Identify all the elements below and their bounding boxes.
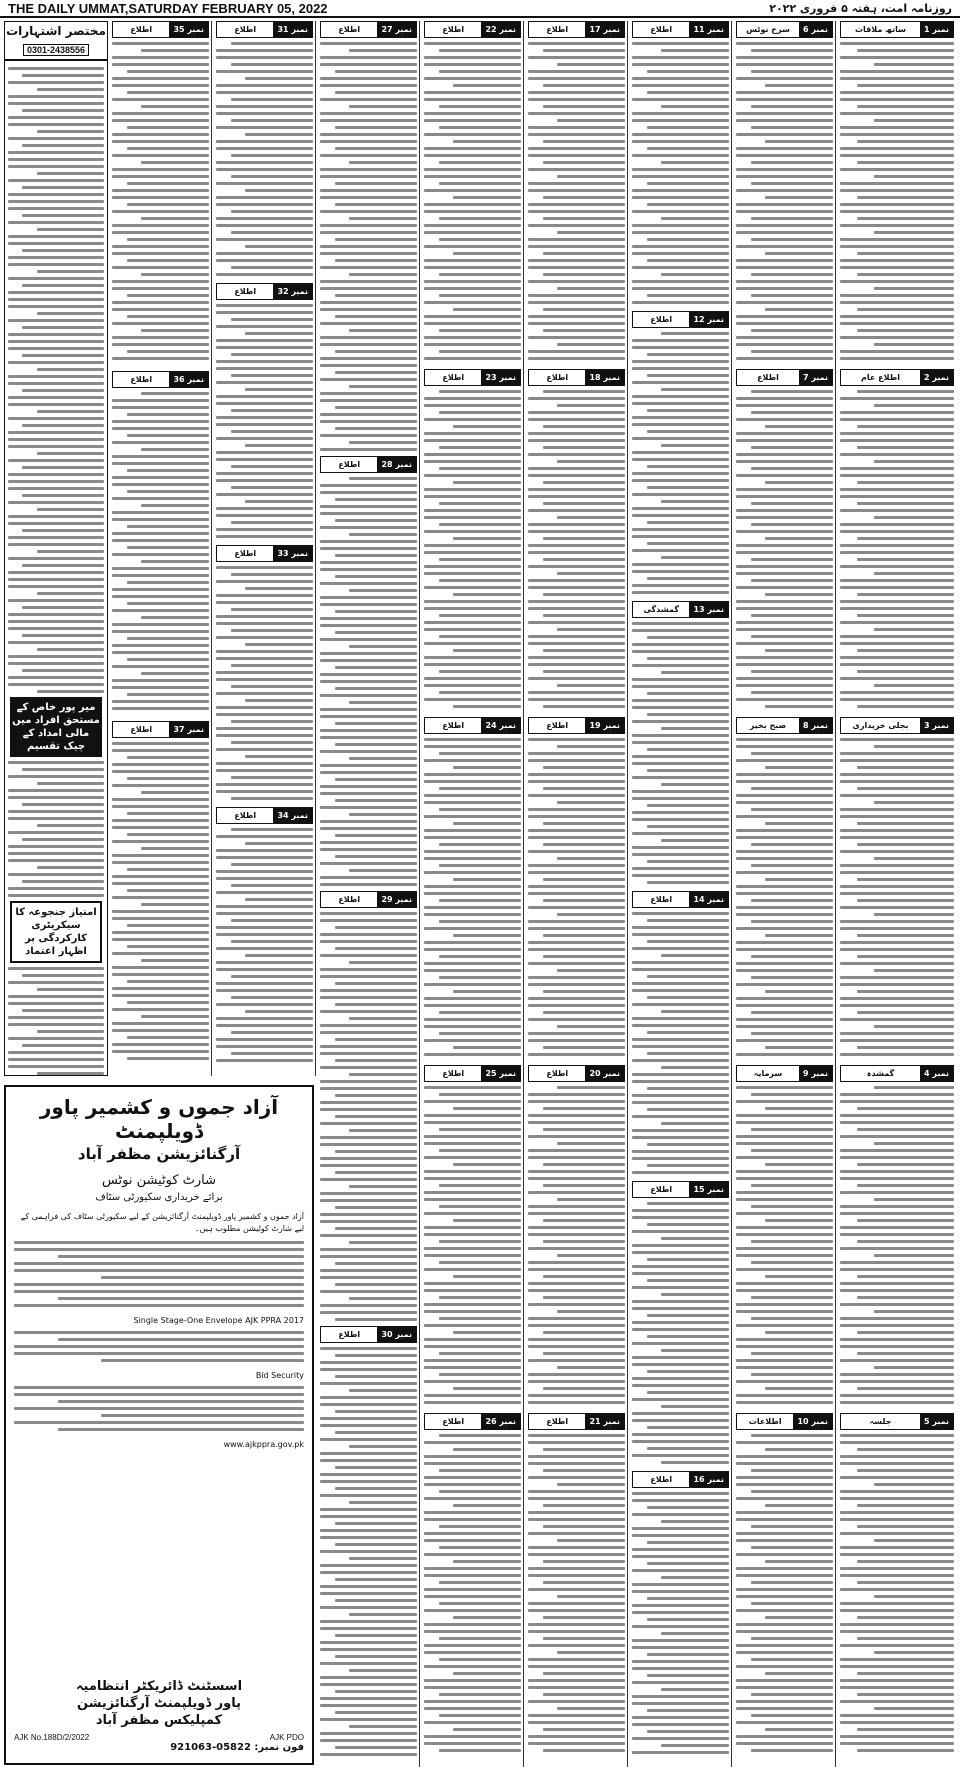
notice-body-text — [632, 42, 729, 304]
notice-number: نمبر 1 — [920, 22, 953, 37]
notice-item — [736, 717, 833, 1062]
notice-header — [216, 807, 313, 824]
notice-title: اطلاع — [650, 1185, 673, 1194]
notice-header — [528, 1065, 625, 1082]
notice-number: نمبر 10 — [793, 1414, 832, 1429]
notice-body-text — [216, 304, 313, 538]
notice-title: اطلاع — [338, 460, 361, 469]
tender-subject: برائے خریداری سکیورٹی سٹاف — [95, 1192, 223, 1203]
notice-header — [424, 1065, 521, 1082]
notice-title: اطلاع — [650, 25, 673, 34]
classifieds-body — [5, 61, 107, 1076]
tender-body-text-3 — [14, 1386, 304, 1431]
notice-header — [840, 717, 954, 734]
notice-item — [424, 717, 521, 1062]
notice-number: نمبر 22 — [481, 22, 520, 37]
notice-body-text — [424, 42, 521, 360]
notice-body-text — [112, 392, 209, 710]
notice-title: اطلاع — [546, 1417, 569, 1426]
notice-header — [736, 21, 833, 38]
masthead — [0, 0, 960, 18]
tender-para-2: Single Stage-One Envelope AJK PPRA 2017 — [133, 1316, 304, 1325]
notice-header — [424, 369, 521, 386]
notice-body-text — [320, 1347, 417, 1756]
notice-title: اطلاع — [442, 1069, 465, 1078]
notice-number: نمبر 16 — [689, 1472, 728, 1487]
notice-header — [840, 21, 954, 38]
notice-item — [424, 1413, 521, 1758]
notice-title: اطلاع — [130, 25, 153, 34]
notice-title: اطلاع — [650, 315, 673, 324]
notice-item — [632, 601, 729, 888]
notice-header — [632, 311, 729, 328]
tender-para-4: www.ajkppra.gov.pk — [223, 1440, 304, 1449]
classifieds-box — [4, 21, 108, 1076]
notice-header — [112, 721, 209, 738]
notice-number: نمبر 9 — [799, 1066, 832, 1081]
notice-body-text — [632, 912, 729, 1174]
notice-header — [216, 545, 313, 562]
notice-number: نمبر 28 — [377, 457, 416, 472]
notice-body-text — [840, 1434, 954, 1752]
notice-body-text — [632, 622, 729, 884]
tender-body-text-2 — [14, 1331, 304, 1362]
notice-header — [736, 717, 833, 734]
notice-column-6 — [630, 21, 732, 1767]
notice-item — [840, 369, 954, 714]
notice-column-5 — [526, 21, 628, 1767]
classifieds-banner-2: امتیاز جنجوعہ کا سیکریٹری کارکردگی پر اظہار اعتماد — [10, 901, 102, 963]
notice-header — [320, 891, 417, 908]
notice-number: نمبر 15 — [689, 1182, 728, 1197]
notice-number: نمبر 27 — [377, 22, 416, 37]
notice-body-text — [632, 1492, 729, 1754]
notice-body-text — [320, 912, 417, 1321]
tender-org: آرگنائزیشن مظفر آباد — [77, 1145, 241, 1163]
notice-title: اطلاع — [130, 375, 153, 384]
notice-item — [528, 717, 625, 1062]
notice-title: اطلاع — [546, 373, 569, 382]
masthead-english: THE DAILY UMMAT,SATURDAY FEBRUARY 05, 2022 — [8, 0, 328, 16]
notice-body-text — [320, 477, 417, 886]
notice-header — [320, 456, 417, 473]
notice-header — [632, 21, 729, 38]
notice-number: نمبر 20 — [585, 1066, 624, 1081]
notice-column-7 — [734, 21, 836, 1767]
notice-body-text — [528, 738, 625, 1056]
notice-column-1 — [110, 21, 212, 1076]
notice-title: اطلاع — [442, 1417, 465, 1426]
notice-body-text — [216, 566, 313, 800]
notice-title: اطلاع — [338, 895, 361, 904]
classifieds-header — [5, 22, 107, 61]
notice-header — [424, 21, 521, 38]
notice-header — [632, 1181, 729, 1198]
notice-number: نمبر 11 — [689, 22, 728, 37]
notice-title: اطلاع — [757, 373, 779, 382]
tender-notice-type: شارٹ کوٹیشن نوٹس — [101, 1173, 217, 1188]
notice-number: نمبر 3 — [920, 718, 953, 733]
notice-number: نمبر 14 — [689, 892, 728, 907]
notice-item — [632, 891, 729, 1178]
notice-number: نمبر 19 — [585, 718, 624, 733]
notice-item — [216, 21, 313, 280]
notice-body-text — [632, 332, 729, 594]
tender-title: آزاد جموں و کشمیر پاور ڈویلپمنٹ — [39, 1095, 279, 1143]
notice-column-4 — [422, 21, 524, 1767]
tender-notice — [4, 1085, 314, 1765]
notice-number: نمبر 34 — [273, 808, 312, 823]
notice-title: اطلاع — [650, 895, 673, 904]
notice-number: نمبر 6 — [799, 22, 832, 37]
notice-title: اطلاع — [650, 1475, 673, 1484]
notice-title: اطلاع عام — [861, 373, 900, 382]
notice-body-text — [112, 42, 209, 360]
notice-body-text — [424, 1086, 521, 1404]
notice-title: اطلاع — [234, 287, 257, 296]
notice-body-text — [320, 42, 417, 451]
notice-item — [632, 21, 729, 308]
notice-header — [528, 1413, 625, 1430]
notice-body-text — [736, 390, 833, 708]
tender-para-3: Bid Security — [255, 1371, 304, 1380]
notice-item — [632, 311, 729, 598]
notice-title: اطلاع — [442, 721, 465, 730]
tender-signatory-2: پاور ڈویلپمنٹ آرگنائزیشن — [77, 1696, 241, 1711]
notice-title: اطلاع — [234, 811, 257, 820]
notice-item — [216, 807, 313, 1066]
tender-body-text — [14, 1241, 304, 1307]
notice-item — [216, 283, 313, 542]
notice-title: اطلاع — [546, 1069, 569, 1078]
notice-title: جلسہ — [869, 1417, 892, 1426]
notice-body-text — [840, 1086, 954, 1404]
tender-para-1: آزاد جموں و کشمیر پاور ڈویلپمنٹ آرگنائزیشن کے لیے سکیورٹی سٹاف کی فراہمی کے لیے شارٹ کوٹیشن مطلوب ہیں۔ — [20, 1212, 304, 1233]
notice-header — [736, 1413, 833, 1430]
notice-header — [632, 1471, 729, 1488]
notice-header — [320, 21, 417, 38]
notice-body-text — [216, 828, 313, 1062]
notice-body-text — [840, 738, 954, 1056]
notice-header — [424, 717, 521, 734]
notice-number: نمبر 36 — [169, 372, 208, 387]
notice-number: نمبر 21 — [585, 1414, 624, 1429]
notice-title: بجلی خریداری — [852, 721, 909, 730]
notice-number: نمبر 13 — [689, 602, 728, 617]
notice-item — [424, 21, 521, 366]
notice-number: نمبر 33 — [273, 546, 312, 561]
notice-title: اطلاعات — [748, 1417, 782, 1426]
notice-header — [632, 891, 729, 908]
notice-number: نمبر 5 — [920, 1414, 953, 1429]
classifieds-title: مختصر اشتہارات — [6, 24, 106, 38]
notice-item — [632, 1181, 729, 1468]
notice-title: ساتھ ملاقات — [855, 25, 907, 34]
notice-item — [320, 1326, 417, 1758]
notice-body-text — [736, 42, 833, 360]
notice-item — [320, 456, 417, 888]
notice-header — [528, 369, 625, 386]
notice-header — [216, 21, 313, 38]
notice-item — [424, 1065, 521, 1410]
notice-body-text — [216, 42, 313, 276]
notice-item — [424, 369, 521, 714]
tender-ajk-no: AJK No.188D/2/2022 — [14, 1733, 90, 1742]
notice-header — [528, 21, 625, 38]
notice-item — [840, 717, 954, 1062]
notice-number: نمبر 31 — [273, 22, 312, 37]
classifieds-text-2 — [8, 761, 104, 897]
notice-number: نمبر 4 — [920, 1066, 953, 1081]
notice-item — [528, 1065, 625, 1410]
notice-body-text — [736, 1086, 833, 1404]
notice-body-text — [528, 42, 625, 360]
notice-body-text — [528, 390, 625, 708]
tender-signatory-1: اسسٹنٹ ڈائریکٹر انتظامیہ — [75, 1679, 243, 1694]
notice-title: اطلاع — [234, 549, 257, 558]
notice-header — [840, 1413, 954, 1430]
notice-item — [840, 21, 954, 366]
notice-header — [840, 1065, 954, 1082]
notice-title: اطلاع — [546, 721, 569, 730]
notice-body-text — [736, 738, 833, 1056]
notice-number: نمبر 2 — [920, 370, 953, 385]
notice-item — [216, 545, 313, 804]
notice-body-text — [840, 42, 954, 360]
notice-header — [840, 369, 954, 386]
notice-title: اطلاع — [442, 25, 465, 34]
notice-header — [528, 717, 625, 734]
notice-title: اطلاع — [130, 725, 153, 734]
classifieds-phone: 0301-2438556 — [23, 44, 89, 56]
notice-number: نمبر 17 — [585, 22, 624, 37]
notice-body-text — [424, 1434, 521, 1752]
notice-item — [320, 21, 417, 453]
notice-item — [736, 369, 833, 714]
notice-body-text — [528, 1434, 625, 1752]
notice-header — [736, 369, 833, 386]
notice-body-text — [632, 1202, 729, 1464]
notice-title: اطلاع — [546, 25, 569, 34]
notice-item — [736, 1413, 833, 1758]
notice-item — [632, 1471, 729, 1758]
notice-body-text — [424, 738, 521, 1056]
notice-number: نمبر 35 — [169, 22, 208, 37]
notice-title: اطلاع — [338, 1330, 361, 1339]
notice-item — [320, 891, 417, 1323]
notice-column-8 — [838, 21, 956, 1767]
notice-column-3 — [318, 21, 420, 1767]
notice-item — [840, 1413, 954, 1758]
notice-number: نمبر 30 — [377, 1327, 416, 1342]
notice-title: صبح بخیر — [749, 721, 787, 730]
notice-header — [424, 1413, 521, 1430]
notice-header — [112, 371, 209, 388]
notice-title: گمشدگی — [643, 605, 679, 614]
notice-item — [528, 1413, 625, 1758]
tender-ref-row — [14, 1733, 304, 1742]
notice-title: اطلاع — [234, 25, 257, 34]
notice-title: سرخ نوٹس — [746, 25, 790, 34]
tender-footer — [14, 1678, 304, 1753]
notice-number: نمبر 26 — [481, 1414, 520, 1429]
tender-signatory-3: کمپلیکس مظفر آباد — [95, 1713, 223, 1728]
classifieds-banner-1: میر پور خاص کے مستحق افراد میں مالی امداد کے چیک تقسیم — [10, 697, 102, 757]
notice-item — [112, 371, 209, 718]
notice-number: نمبر 32 — [273, 284, 312, 299]
notice-column-2 — [214, 21, 316, 1076]
notice-body-text — [112, 742, 209, 1060]
tender-ajk-pdo: AJK PDO — [269, 1733, 304, 1742]
notice-number: نمبر 29 — [377, 892, 416, 907]
classifieds-text-3 — [8, 967, 104, 1076]
notice-body-text — [424, 390, 521, 708]
notice-item — [736, 1065, 833, 1410]
notice-item — [528, 21, 625, 366]
notice-header — [320, 1326, 417, 1343]
notice-number: نمبر 37 — [169, 722, 208, 737]
notice-title: سرمایہ — [753, 1069, 783, 1078]
notice-number: نمبر 25 — [481, 1066, 520, 1081]
notice-number: نمبر 24 — [481, 718, 520, 733]
notice-title: اطلاع — [338, 25, 361, 34]
notice-number: نمبر 8 — [799, 718, 832, 733]
masthead-urdu: روزنامہ امت، ہفتہ ۵ فروری ۲۰۲۲ — [769, 1, 952, 15]
notice-item — [736, 21, 833, 366]
notice-title: گمشدہ — [866, 1069, 895, 1078]
notice-header — [736, 1065, 833, 1082]
notice-body-text — [736, 1434, 833, 1752]
notice-item — [840, 1065, 954, 1410]
notice-item — [112, 21, 209, 368]
notice-header — [632, 601, 729, 618]
tender-phone: فون نمبر: 05822-921063 — [170, 1742, 304, 1753]
notice-number: نمبر 23 — [481, 370, 520, 385]
notice-header — [216, 283, 313, 300]
notice-number: نمبر 12 — [689, 312, 728, 327]
notice-item — [528, 369, 625, 714]
notice-item — [112, 721, 209, 1068]
notice-number: نمبر 7 — [799, 370, 832, 385]
notice-body-text — [528, 1086, 625, 1404]
notice-title: اطلاع — [442, 373, 465, 382]
notice-body-text — [840, 390, 954, 708]
classifieds-text — [8, 67, 104, 693]
notice-number: نمبر 18 — [585, 370, 624, 385]
notice-header — [112, 21, 209, 38]
